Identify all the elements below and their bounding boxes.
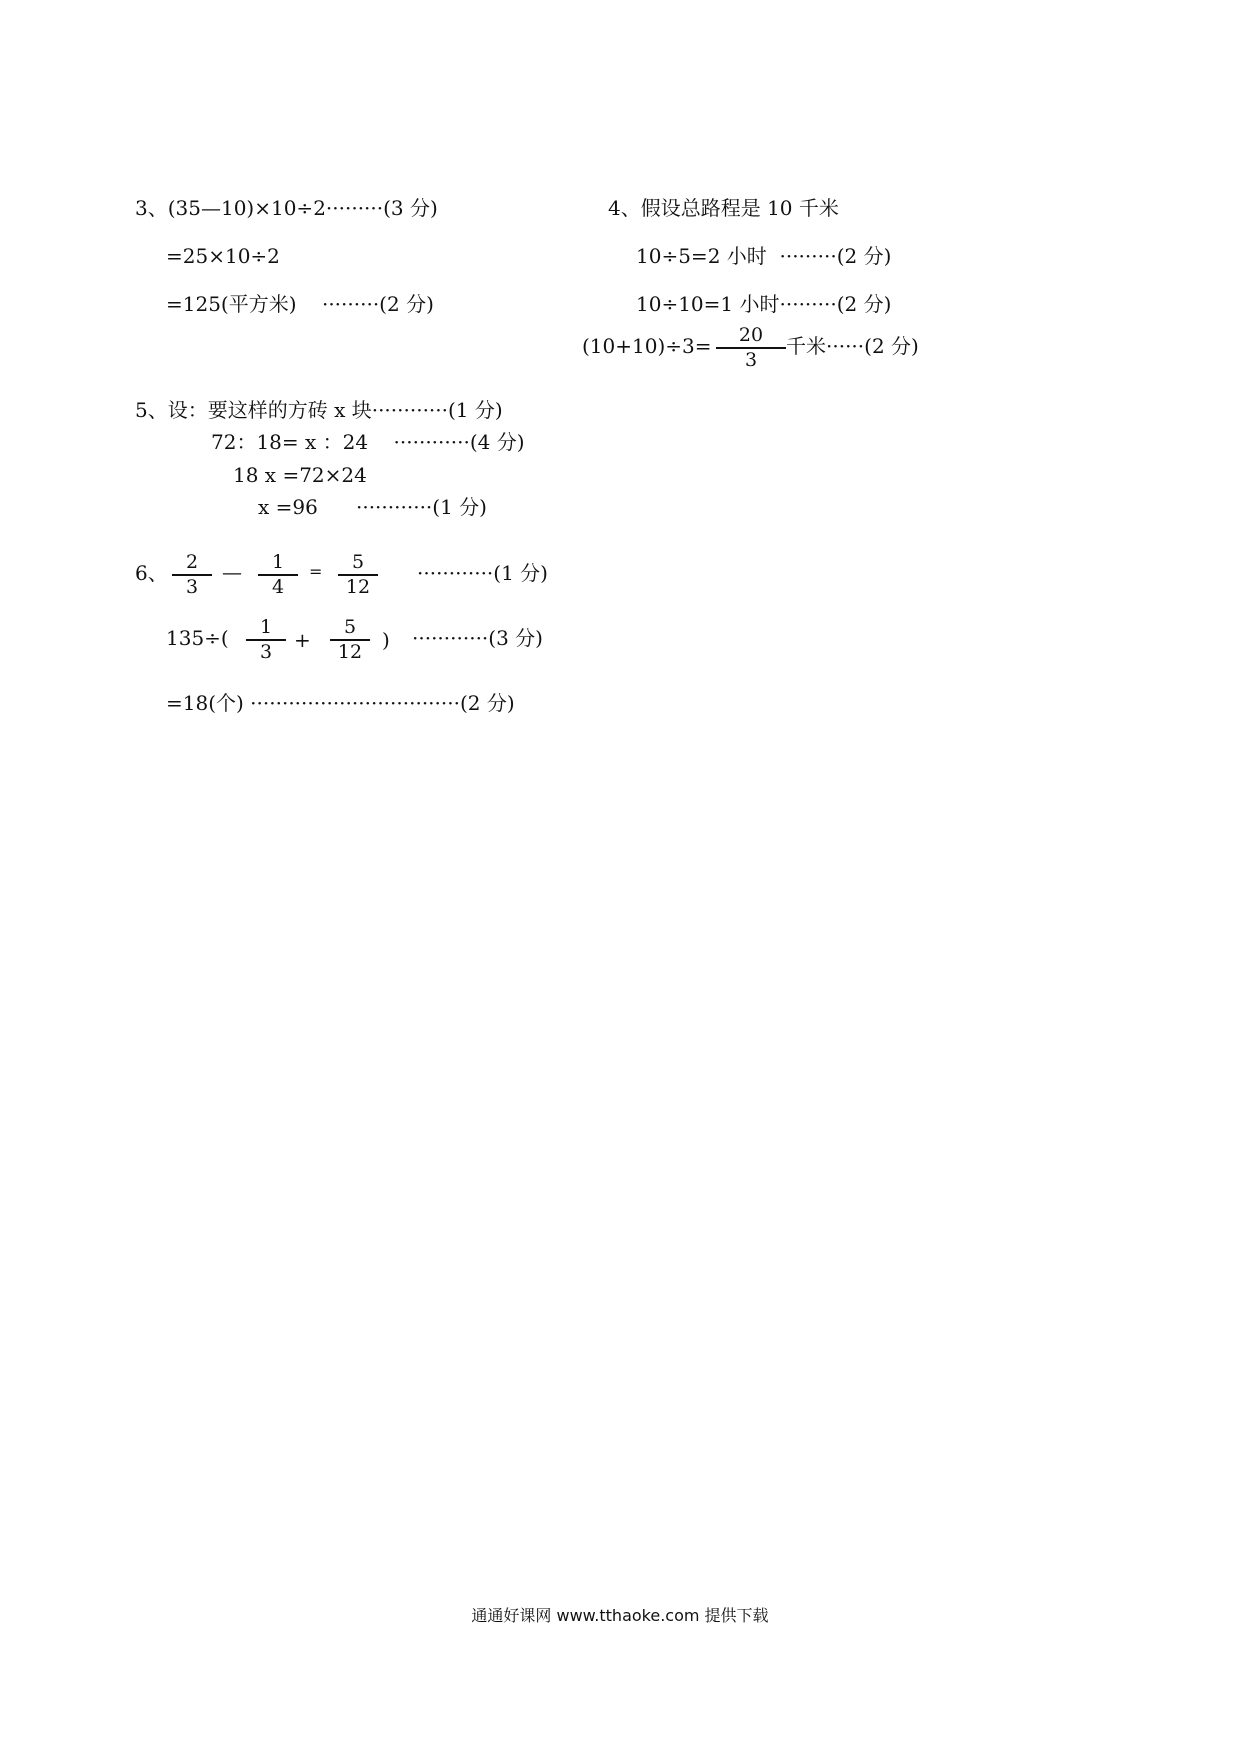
- q6-fraction-3: [338, 553, 378, 597]
- footer-credit: 通通好课网 www.tthaoke.com 提供下载: [471, 1606, 769, 1625]
- fraction-denominator: 3: [259, 641, 273, 663]
- fraction-numerator: 1: [259, 616, 273, 638]
- fraction-denominator: 4: [271, 576, 285, 598]
- equals-sign: =: [309, 562, 323, 581]
- minus-sign: —: [222, 560, 242, 584]
- q4-line-4-prefix: (10+10)÷3=: [582, 334, 712, 358]
- fraction-denominator: 3: [185, 576, 199, 598]
- fraction-numerator: 5: [351, 551, 365, 573]
- q3-line-2: =25×10÷2: [166, 244, 280, 268]
- q4-line-4-suffix: 千米······(2 分): [786, 334, 919, 358]
- q5-line-4: x =96 ············(1 分): [258, 495, 487, 519]
- q3-line-1: 3、(35—10)×10÷2·········(3 分): [135, 196, 438, 220]
- fraction-numerator: 5: [343, 616, 357, 638]
- fraction-numerator: 1: [271, 551, 285, 573]
- q6-fraction-4: [246, 618, 286, 662]
- fraction-denominator: 12: [345, 576, 371, 598]
- q6-line-2-score: ············(3 分): [412, 626, 543, 650]
- q4-fraction: [716, 326, 786, 370]
- fraction-denominator: 12: [337, 641, 363, 663]
- q6-line-2-prefix: 135÷(: [166, 626, 229, 650]
- q6-fraction-1: [172, 553, 212, 597]
- fraction-numerator: 2: [185, 551, 199, 573]
- close-paren: ): [382, 628, 390, 652]
- q5-line-1: 5、设：要这样的方砖 x 块············(1 分): [135, 398, 503, 422]
- q6-fraction-5: [330, 618, 370, 662]
- q4-line-3: 10÷10=1 小时·········(2 分): [636, 292, 892, 316]
- q6-line-3: =18(个) ·································(2 分): [166, 691, 515, 715]
- q4-line-1: 4、假设总路程是 10 千米: [608, 196, 839, 220]
- q4-line-2: 10÷5=2 小时 ·········(2 分): [636, 244, 892, 268]
- q6-label: 6、: [135, 561, 168, 585]
- q5-line-2: 72：18= x ：24 ············(4 分): [211, 430, 525, 454]
- fraction-numerator: 20: [738, 324, 764, 346]
- q3-line-3: =125(平方米) ·········(2 分): [166, 292, 434, 316]
- q6-fraction-2: [258, 553, 298, 597]
- q6-line-1-score: ············(1 分): [417, 561, 548, 585]
- q5-line-3: 18 x =72×24: [233, 463, 367, 487]
- fraction-denominator: 3: [744, 349, 758, 371]
- plus-sign: +: [294, 628, 311, 652]
